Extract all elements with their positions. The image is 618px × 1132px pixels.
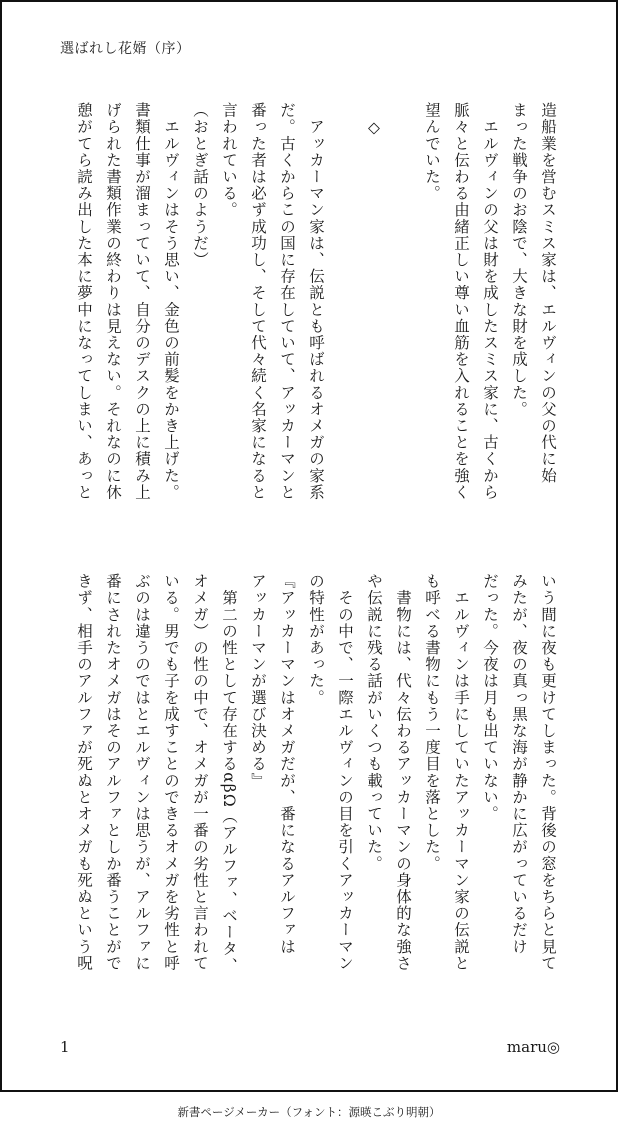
text-line xyxy=(388,102,417,542)
text-line: きず、相手のアルファが死ぬとオメガも死ぬという呪 xyxy=(75,573,93,972)
text-block-top xyxy=(48,102,562,542)
text-line: いう間に夜も更けてしまった。背後の窓をちらと見て xyxy=(539,573,557,972)
text-line: ぶのは違うのではとエルヴィンは思うが、アルファに xyxy=(133,573,151,972)
page-title: 選ばれし花婿（序） xyxy=(60,41,191,57)
text-line: まった戦争のお陰で、大きな財を成した。 xyxy=(510,102,528,418)
text-line: も呼べる書物にもう一度目を落とした。 xyxy=(423,573,441,872)
text-line: 憩がてら読み出した本に夢中になってしまい、あっと xyxy=(75,102,93,501)
text-line: 第二の性として存在するαβΩ（アルファ、ベータ、 xyxy=(220,573,238,974)
text-line: だ。古くからこの国に存在していて、アッカーマンと xyxy=(278,102,296,501)
text-line: 脈々と伝わる由緒正しい尊い血筋を入れることを強く xyxy=(452,102,470,501)
text-line: 番にされたオメガはそのアルファとしか番うことがで xyxy=(104,573,122,972)
text-line xyxy=(330,102,359,542)
text-line: や伝説に残る話がいくつも載っていた。 xyxy=(365,573,383,872)
text-line: 書類仕事が溜まっていて、自分のデスクの上に積み上 xyxy=(133,102,151,501)
text-line: の特性があった。 xyxy=(307,573,325,706)
text-line: その中で、一際エルヴィンの目を引くアッカーマン xyxy=(336,573,354,972)
text-line: アッカーマン家は、伝説とも呼ばれるオメガの家系 xyxy=(307,102,325,501)
text-line: アッカーマンが選び決める』 xyxy=(249,573,267,789)
text-line: エルヴィンはそう思い、金色の前髪をかき上げた。 xyxy=(162,102,180,501)
text-line: エルヴィンの父は財を成したスミス家に、古くから xyxy=(481,102,499,501)
text-block-bottom xyxy=(48,573,562,1013)
text-line: 言われている。 xyxy=(220,102,238,219)
text-line: みたが、夜の真っ黒な海が静かに広がっているだけ xyxy=(510,573,528,955)
text-line: 書物には、代々伝わるアッカーマンの身体的な強さ xyxy=(394,573,412,972)
text-line: ◇ xyxy=(365,102,383,138)
text-line: だった。今夜は月も出ていない。 xyxy=(481,573,499,822)
text-line: 造船業を営むスミス家は、エルヴィンの父の代に始 xyxy=(539,102,557,484)
text-line: いる。男でも子を成すことのできるオメガを劣性と呼 xyxy=(162,573,180,972)
text-line: オメガ）の性の中で、オメガが一番の劣性と言われて xyxy=(191,573,209,972)
text-line: げられた書類作業の終わりは見えない。それなのに休 xyxy=(104,102,122,501)
text-line: （おとぎ話のようだ） xyxy=(191,102,209,268)
text-line: エルヴィンは手にしていたアッカーマン家の伝説と xyxy=(452,573,470,972)
text-line: 望んでいた。 xyxy=(423,102,441,202)
page-number: 1 xyxy=(60,1038,70,1056)
generator-credit: 新書ページメーカー（フォント：源暎こぶり明朝） xyxy=(177,1105,441,1119)
text-line: 『アッカーマンはオメガだが、番になるアルファは xyxy=(278,573,296,955)
text-line: 番った者は必ず成功し、そして代々続く名家になると xyxy=(249,102,267,501)
author-name: maru◎ xyxy=(506,1038,560,1056)
